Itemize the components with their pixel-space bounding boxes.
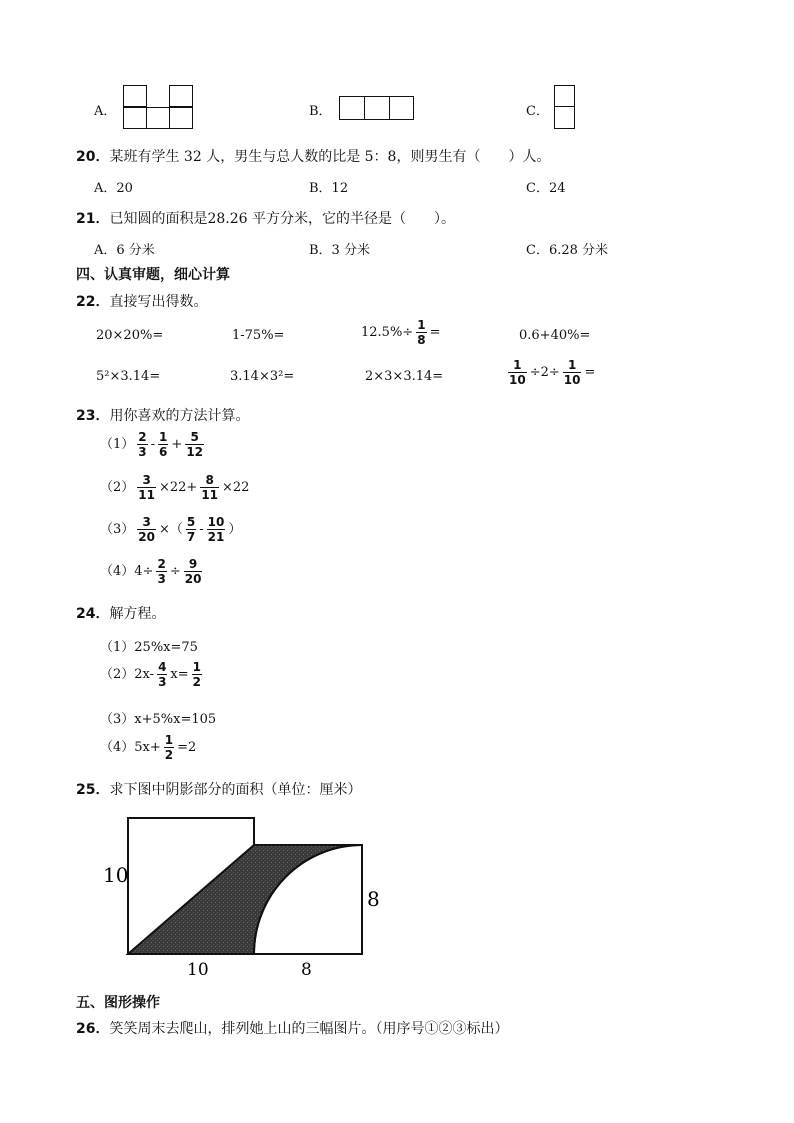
- q22-number: 22．: [76, 294, 110, 310]
- fraction: $\frac{2}{3}$: [138, 430, 147, 459]
- shaded-area-figure: [95, 810, 395, 985]
- fraction: $\frac{3}{20}$: [138, 515, 155, 544]
- fraction: $\frac{5}{12}$: [186, 430, 204, 459]
- fraction: $\frac{1}{8}$: [417, 318, 426, 347]
- q21-stem: 已知圆的面积是28.26 平方分米，它的半径是（ ）。: [109, 211, 456, 227]
- shaded-region: [128, 845, 362, 954]
- q21-option-c: C．6.28 分米: [526, 243, 609, 258]
- label-bottom-left: 10: [187, 960, 209, 980]
- q22-r2-c: 2×3×3.14=: [365, 369, 444, 384]
- q20-stem: 某班有学生 32 人，男生与总人数的比是 5：8，则男生有（ ）人。: [109, 149, 551, 165]
- fraction: $\frac{1}{6}$: [159, 430, 168, 459]
- q22-r1-d: 0.6+40%=: [519, 328, 591, 343]
- q20-question: [76, 146, 550, 166]
- q20-option-c: C．24: [526, 181, 566, 196]
- label-bottom-right: 8: [301, 960, 312, 980]
- q26-number: 26．: [76, 1021, 110, 1037]
- fraction: $\frac{9}{20}$: [184, 557, 202, 586]
- label-right: 8: [367, 887, 380, 911]
- q19-option-b-label: B．: [309, 104, 332, 119]
- q20-option-a: A．20: [94, 181, 133, 196]
- q22-question: [76, 291, 207, 311]
- q24-equation-2: （2）2x- $\frac{4}{3}$ x= $\frac{1}{2}$: [100, 660, 202, 689]
- q26-question: [76, 1018, 508, 1038]
- fraction: $\frac{4}{3}$: [158, 660, 167, 689]
- q22-r2-a: 5²×3.14=: [96, 369, 161, 384]
- q22-r2-d: [505, 358, 595, 387]
- q24-stem: 解方程。: [109, 606, 166, 622]
- fraction: $\frac{8}{11}$: [201, 473, 219, 502]
- q20-option-b: B．12: [309, 181, 349, 196]
- q25-number: 25．: [76, 782, 110, 798]
- q23-item-2: （2） $\frac{3}{11}$ ×22+ $\frac{8}{11}$ ×22: [100, 473, 250, 502]
- q22-r1-c-post: =: [429, 325, 441, 340]
- q22-stem: 直接写出得数。: [109, 294, 208, 310]
- q24-equation-1: （1）25%x=75: [100, 640, 198, 655]
- label-left: 10: [103, 863, 129, 887]
- q22-r2-d-mid: ÷2÷: [529, 365, 560, 380]
- q23-question: [76, 405, 249, 425]
- q24-equation-4: （4）5x+ $\frac{1}{2}$ =2: [100, 733, 197, 762]
- q20-number: 20．: [76, 149, 110, 165]
- q22-r2-d-post: =: [584, 365, 596, 380]
- q21-question: [76, 208, 455, 228]
- q23-stem: 用你喜欢的方法计算。: [109, 408, 250, 424]
- q25-stem: 求下图中阴影部分的面积（单位：厘米）: [109, 782, 362, 798]
- fraction: $\frac{1}{2}$: [192, 660, 202, 689]
- q24-equation-3: （3）x+5%x=105: [100, 712, 217, 727]
- q23-number: 23．: [76, 408, 110, 424]
- fraction: $\frac{1}{10}$: [509, 358, 526, 387]
- fraction: $\frac{5}{7}$: [186, 515, 196, 544]
- q23-item-1: （1） $\frac{2}{3}$ - $\frac{1}{6}$ + $\frac{5}{12}$: [100, 430, 204, 459]
- q23-item-3: （3） $\frac{3}{20}$ ×（ $\frac{5}{7}$ - $\frac{10}{21}$ ）: [100, 515, 242, 544]
- q19-option-c-label: C．: [526, 104, 549, 119]
- q22-r1-c: [361, 318, 440, 347]
- fraction: $\frac{10}{21}$: [207, 515, 225, 544]
- q21-option-a: A．6 分米: [94, 243, 155, 258]
- section-4-heading: 四、认真审题，细心计算: [76, 267, 230, 283]
- q23-item-4: （4）4÷ $\frac{2}{3}$ ÷ $\frac{9}{20}$: [100, 557, 202, 586]
- q19-option-a-label: A．: [94, 104, 117, 119]
- fraction: $\frac{1}{2}$: [164, 733, 174, 762]
- q22-r1-a: 20×20%=: [96, 328, 164, 343]
- fraction: $\frac{1}{10}$: [563, 358, 581, 387]
- q25-question: [76, 779, 361, 799]
- fraction: $\frac{3}{11}$: [138, 473, 155, 502]
- q21-number: 21．: [76, 211, 110, 227]
- q21-option-b: B．3 分米: [309, 243, 370, 258]
- fraction: $\frac{2}{3}$: [157, 557, 166, 586]
- section-5-heading: 五、图形操作: [76, 995, 160, 1011]
- q24-number: 24．: [76, 606, 110, 622]
- q22-r2-b: 3.14×3²=: [230, 369, 295, 384]
- q22-r1-b: 1-75%=: [232, 328, 285, 343]
- q26-stem: 笑笑周末去爬山，排列她上山的三幅图片。（用序号①②③标出）: [109, 1021, 509, 1037]
- q22-r1-c-pre: 12.5%÷: [361, 325, 414, 340]
- q24-question: [76, 603, 165, 623]
